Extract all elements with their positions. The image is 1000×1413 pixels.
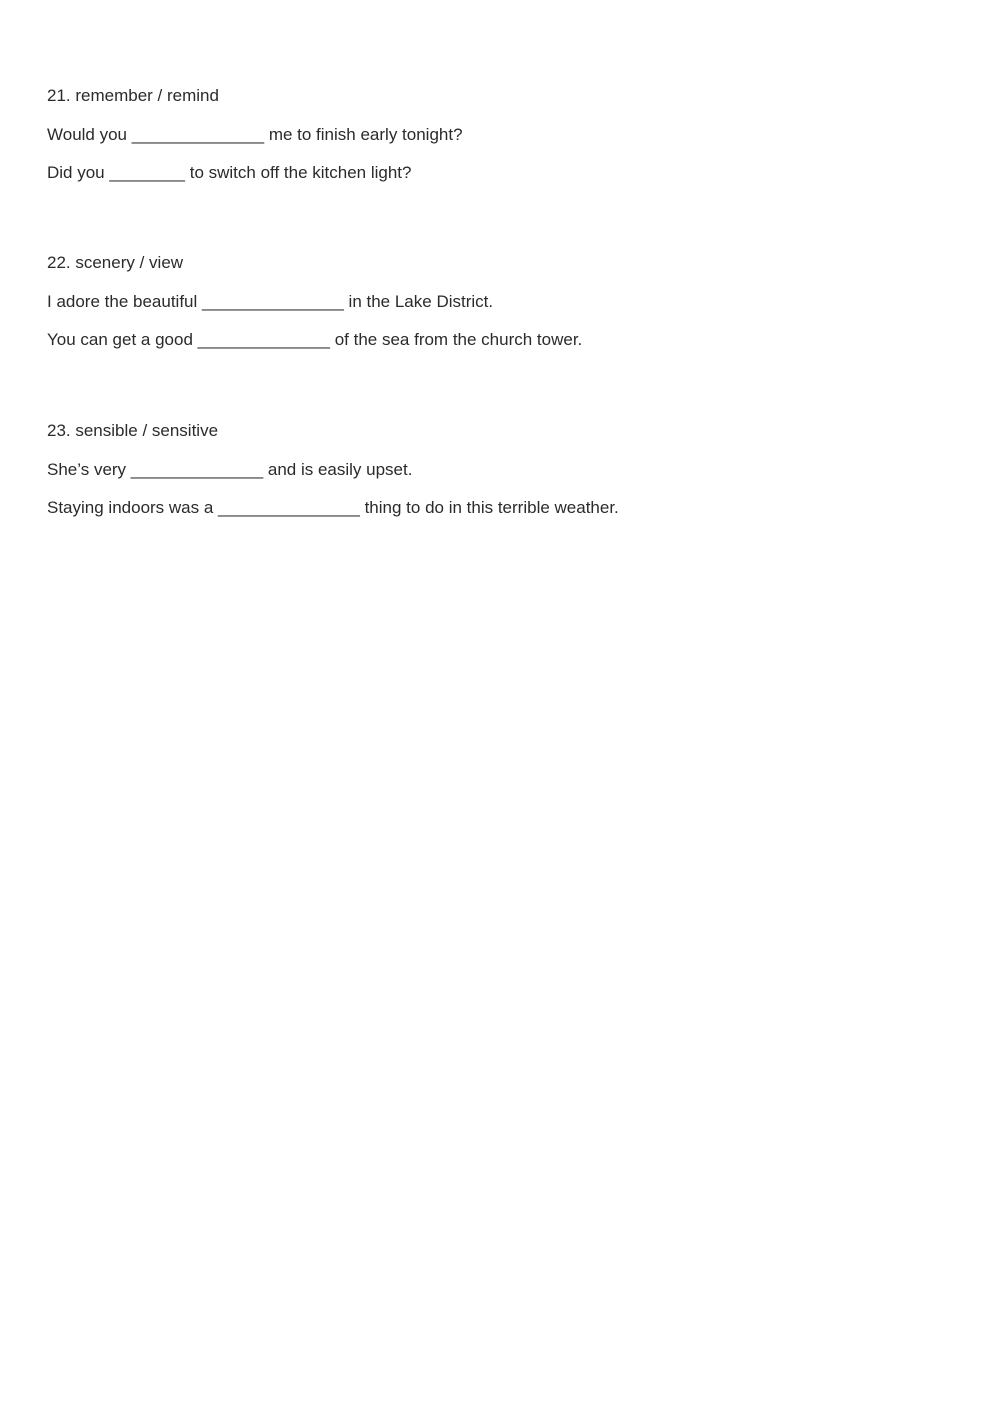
question-22-sentence-2: You can get a good ______________ of the sea from the church tower. [47, 330, 583, 349]
question-23-heading: 23. sensible / sensitive [47, 421, 219, 440]
question-23-sentence-2: Staying indoors was a _______________ thing to do in this terrible weather. [47, 498, 619, 517]
question-21-heading: 21. remember / remind [47, 86, 219, 105]
question-22-sentence-1: I adore the beautiful _______________ in the Lake District. [47, 292, 494, 311]
question-21-sentence-2: Did you ________ to switch off the kitchen light? [47, 163, 412, 182]
question-22-heading: 22. scenery / view [47, 253, 184, 272]
question-21-sentence-1: Would you ______________ me to finish early tonight? [47, 125, 463, 144]
question-23-sentence-1: She’s very ______________ and is easily upset. [47, 460, 413, 479]
